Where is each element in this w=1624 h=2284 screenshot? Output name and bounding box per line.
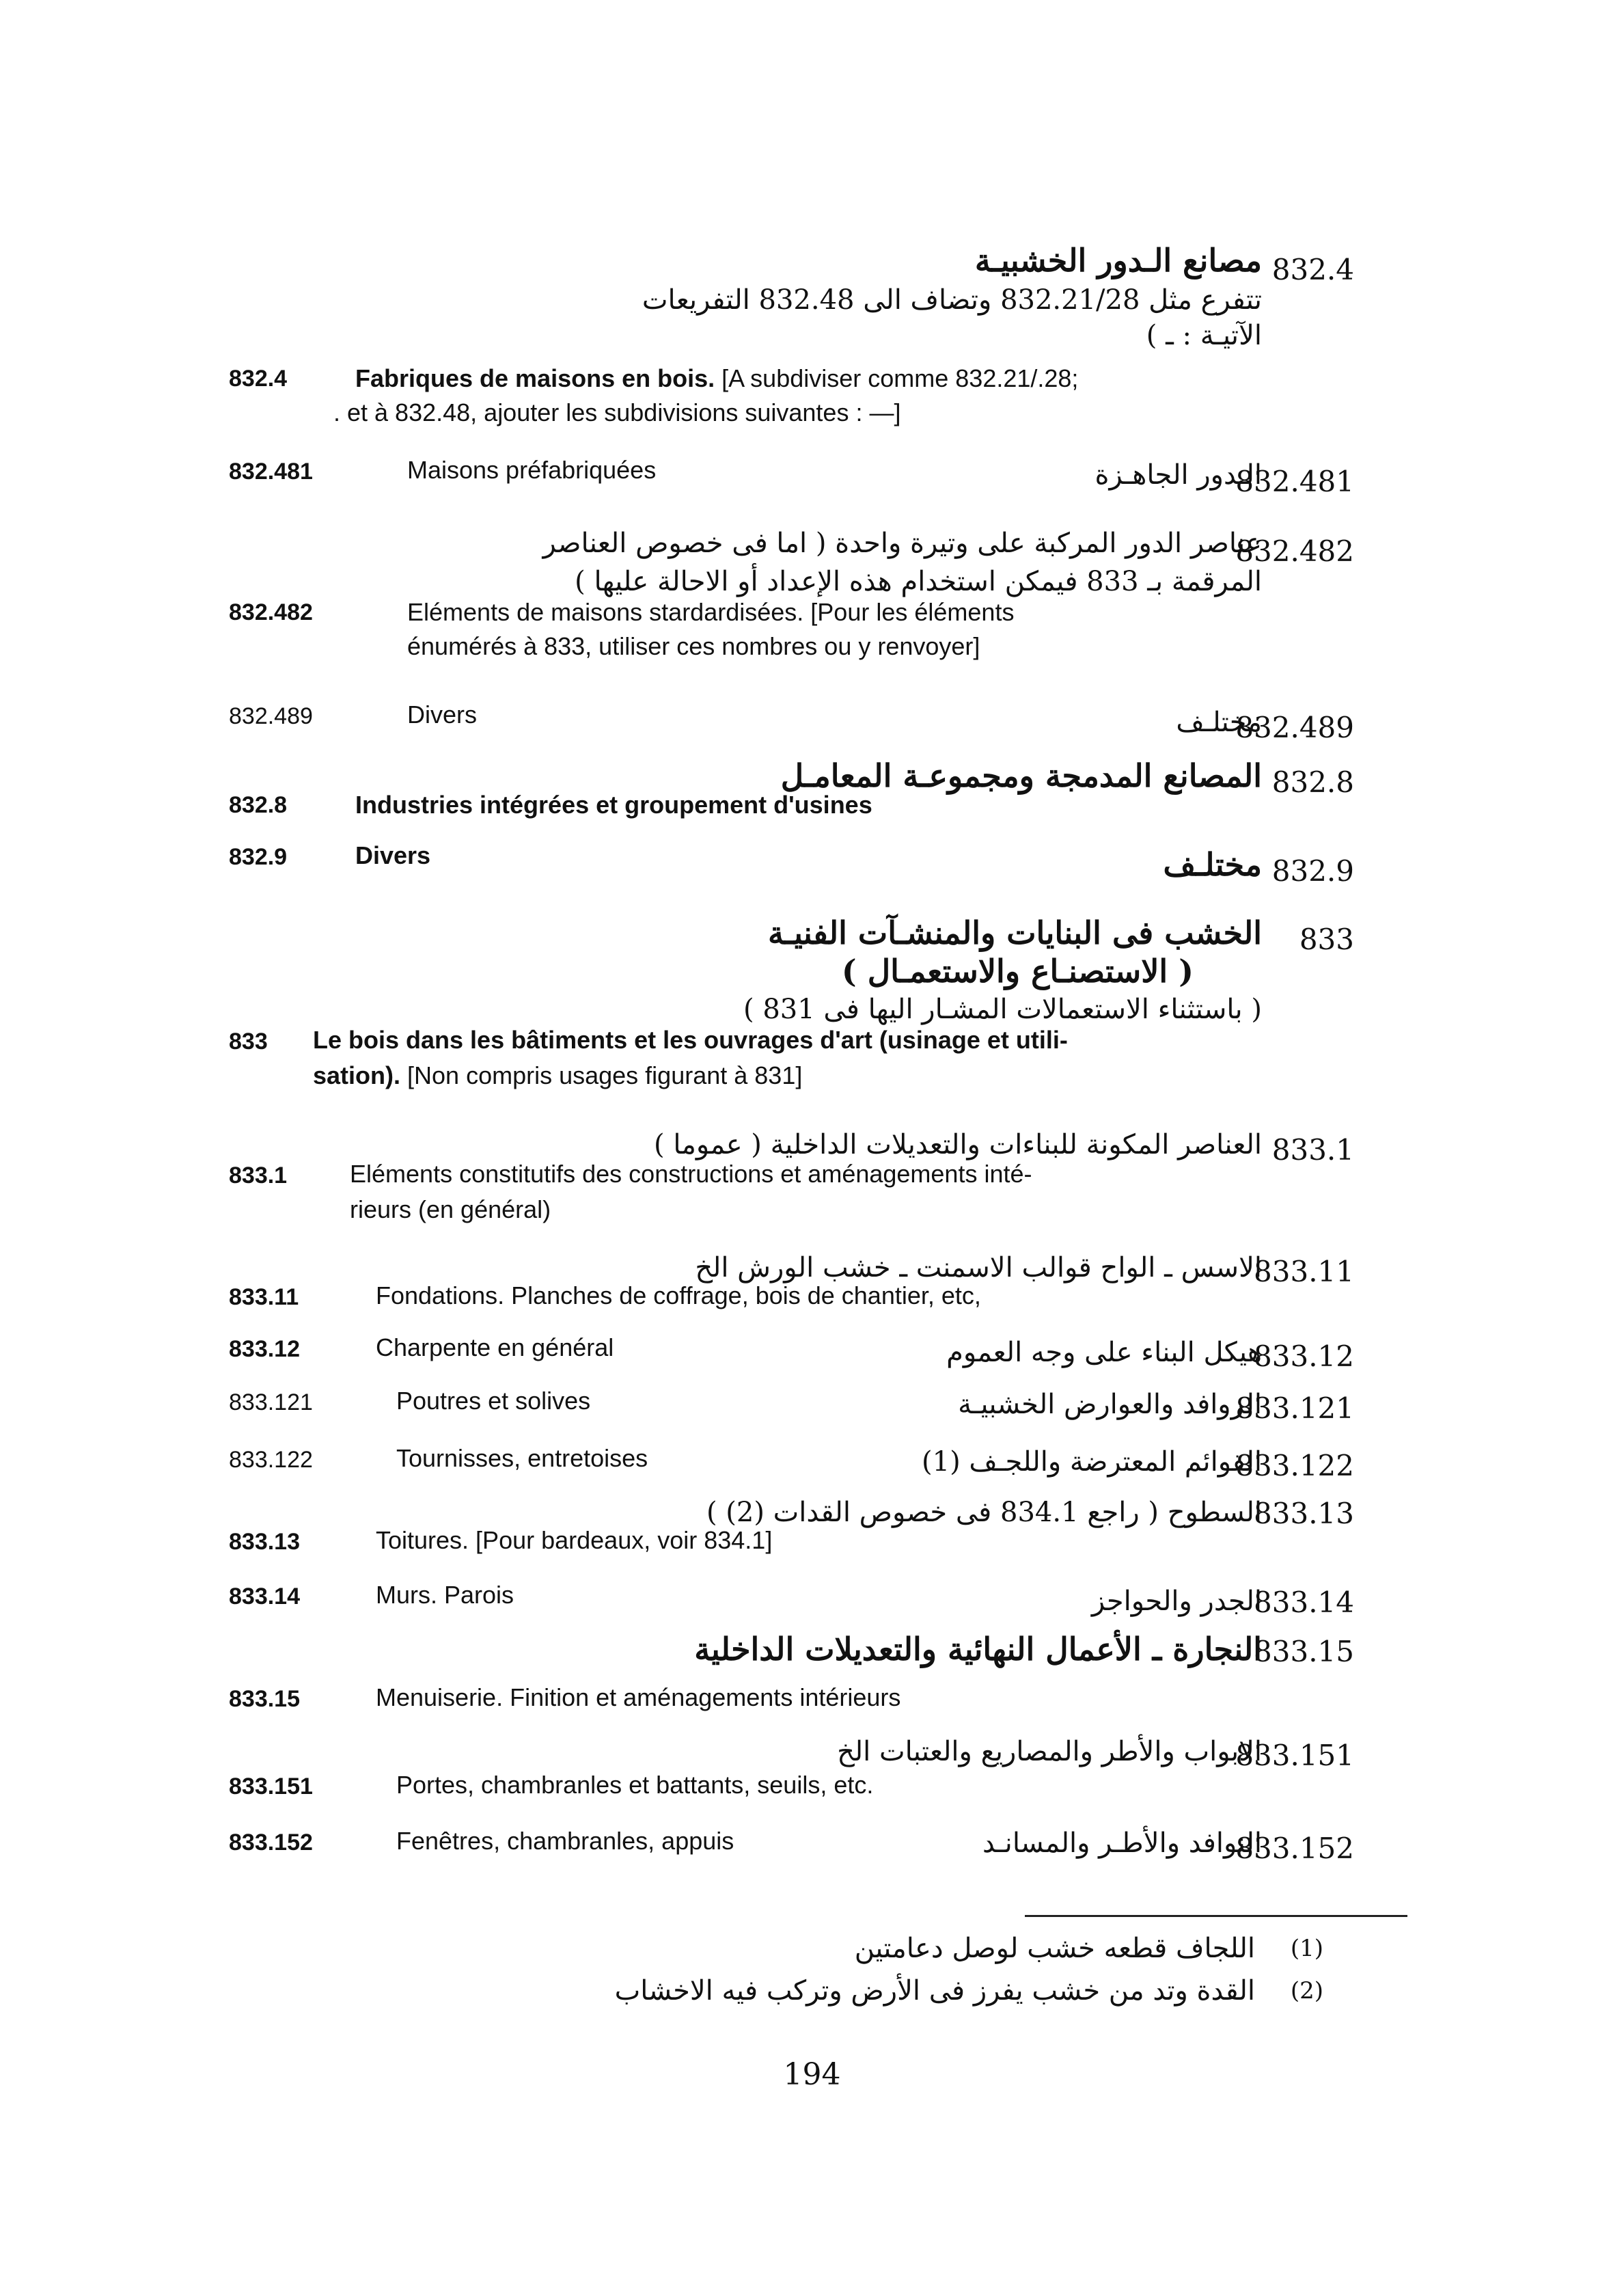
ar-title-833-152: النوافد والأطـر والمسانـد <box>982 1827 1262 1859</box>
fr-number-832-8: 832.8 <box>229 792 288 818</box>
fr-title-833-15: Menuiserie. Finition et aménagements intérieurs <box>376 1683 901 1711</box>
fr-number-833-1: 833.1 <box>229 1163 288 1188</box>
ar-number-832-8: 832.8 <box>1271 765 1354 799</box>
footnote-2-number: (2) <box>1290 1977 1323 2004</box>
ar-title-832-8: المصانع المدمجة ومجموعـة المعامـل <box>780 757 1262 794</box>
ar-number-833-1: 833.1 <box>1271 1133 1354 1167</box>
ar-title-833-151: الابواب والأطر والمصاريع والعتبات الخ <box>837 1736 1262 1767</box>
fr-number-833-152: 833.152 <box>229 1830 313 1855</box>
fr-title-832-4: Fabriques de maisons en bois. <box>355 364 715 392</box>
ar-number-832-482: 832.482 <box>1235 534 1354 568</box>
ar-title-832-9: مختلـف <box>1163 846 1262 883</box>
fr-note-832-482: [Pour les éléments <box>810 598 1015 626</box>
fr-line-833-2 <box>313 1059 802 1092</box>
fr-title-832-481: Maisons préfabriquées <box>407 456 657 484</box>
fr-title-833: Le bois dans les bâtiments et les ouvrages d'art (usinage et utili- <box>313 1026 1068 1054</box>
ar-title-832-482: عناصر الدور المركبة على وتيرة واحدة ( اما فى خصوص العناصر <box>542 528 1262 559</box>
footnote-divider <box>1025 1915 1407 1917</box>
fr-note-833-1: rieurs (en général) <box>350 1195 551 1223</box>
fr-title-833-152: Fenêtres, chambranles, appuis <box>396 1827 734 1855</box>
fr-number-833: 833 <box>229 1029 268 1055</box>
ar-number-832-4: 832.4 <box>1271 253 1354 286</box>
fr-line-832-4 <box>355 362 1078 395</box>
fr-note-833: sation). <box>313 1061 401 1089</box>
fr-title-832-489: Divers <box>407 701 478 729</box>
ar-number-833-14: 833.14 <box>1254 1586 1354 1619</box>
ar-note-832-482: المرقمة بـ 833 فيمكن استخدام هذه الإعداد أو الاحالة عليها ) <box>575 566 1262 597</box>
ar-title-833-12: هيكل البناء على وجه العموم <box>946 1337 1262 1368</box>
ar-number-833-13: 833.13 <box>1254 1497 1354 1530</box>
fr-number-833-121: 833.121 <box>229 1389 313 1415</box>
fr-title-833-151: Portes, chambranles et battants, seuils, etc. <box>396 1771 874 1799</box>
fr-note-832-482-line2: énumérés à 833, utiliser ces nombres ou y renvoyer] <box>407 632 980 660</box>
fr-title-833-11: Fondations. Planches de coffrage, bois de chantier, etc, <box>376 1281 981 1309</box>
fr-number-833-14: 833.14 <box>229 1583 300 1609</box>
ar-note-833-line2: ( باستثناء الاستعمالات المشـار اليها فى 831 ) <box>743 994 1262 1025</box>
ar-number-833-152: 833.152 <box>1235 1832 1354 1865</box>
fr-number-832-4: 832.4 <box>229 366 288 392</box>
ar-title-833-13: السطوح ( راجع 834.1 فى خصوص القدات (2) ) <box>706 1497 1262 1528</box>
ar-title-832-489: مختلـف <box>1176 707 1262 738</box>
fr-number-832-482: 832.482 <box>229 599 313 625</box>
fr-title-833-122: Tournisses, entretoises <box>396 1444 648 1472</box>
ar-title-832-481: الـدور الجاهـزة <box>1095 459 1262 491</box>
ar-number-833-12: 833.12 <box>1254 1340 1354 1373</box>
footnote-1-text: اللجاف قطعه خشب لوصل دعامتين <box>854 1933 1255 1964</box>
fr-title-833-14: Murs. Parois <box>376 1581 514 1609</box>
ar-number-832-9: 832.9 <box>1271 854 1354 888</box>
fr-number-832-9: 832.9 <box>229 844 288 870</box>
fr-number-833-13: 833.13 <box>229 1529 300 1555</box>
fr-note-832-4-line2: . et à 832.48, ajouter les subdivisions suivantes : —] <box>333 398 901 426</box>
fr-note-833-line2: [Non compris usages figurant à 831] <box>407 1061 803 1089</box>
footnote-2-text: القدة وتد من خشب يفرز فى الأرض وتركب فيه الاخشاب <box>614 1975 1255 2007</box>
fr-number-832-489: 832.489 <box>229 703 313 729</box>
ar-title-833-11: الاسس ـ الواح قوالب الاسمنت ـ خشب الورش الخ <box>695 1252 1262 1283</box>
ar-number-833-151: 833.151 <box>1235 1739 1354 1772</box>
ar-title-833: الخشب فى البنايات والمنشـآت الفنيـة <box>767 914 1262 951</box>
fr-title-833-12: Charpente en général <box>376 1333 614 1361</box>
ar-title-833-122: القوائم المعترضة واللجـف (1) <box>922 1446 1262 1478</box>
ar-number-833: 833 <box>1299 923 1354 956</box>
ar-number-832-489: 832.489 <box>1235 711 1354 744</box>
ar-title-833-14: الجدر والحواجز <box>1091 1586 1262 1617</box>
page-number: 194 <box>783 2057 841 2092</box>
ar-number-833-122: 833.122 <box>1235 1449 1354 1482</box>
fr-number-832-481: 832.481 <box>229 459 313 485</box>
fr-title-833-121: Poutres et solives <box>396 1387 591 1415</box>
fr-number-833-11: 833.11 <box>229 1284 299 1310</box>
fr-title-832-482: Eléments de maisons stardardisées. <box>407 598 804 626</box>
fr-title-833-13: Toitures. [Pour bardeaux, voir 834.1] <box>376 1526 773 1554</box>
footnote-1-number: (1) <box>1290 1935 1323 1962</box>
ar-note-832-4-line1: تتفرع مثل 832.21/28 وتضاف الى 832.48 التفريعات <box>642 284 1262 316</box>
ar-number-832-481: 832.481 <box>1235 465 1354 498</box>
fr-title-832-8: Industries intégrées et groupement d'usines <box>355 791 872 819</box>
ar-number-833-11: 833.11 <box>1254 1255 1354 1288</box>
ar-title-833-121: الروافد والعوارض الخشبيـة <box>958 1389 1262 1420</box>
ar-title-833-15: النجارة ـ الأعمال النهائية والتعديلات الداخلية <box>694 1631 1262 1668</box>
ar-number-833-121: 833.121 <box>1235 1391 1354 1425</box>
ar-note-833-line1: ( الاستصنـاع والاستعمـال ) <box>841 953 1194 990</box>
ar-title-833-1: العناصر المكونة للبناءات والتعديلات الداخلية ( عموما ) <box>654 1129 1262 1160</box>
fr-line-832-482 <box>407 596 1014 629</box>
fr-number-833-122: 833.122 <box>229 1447 313 1473</box>
fr-note-832-4: [A subdiviser comme 832.21/.28; <box>721 364 1079 392</box>
ar-number-833-15: 833.15 <box>1254 1635 1354 1668</box>
ar-note-832-4-line2: الآتيـة : ـ ) <box>1146 320 1262 351</box>
fr-title-832-9: Divers <box>355 841 431 869</box>
ar-title-832-4: مصانع الـدور الخشبيـة <box>974 242 1262 279</box>
fr-number-833-151: 833.151 <box>229 1773 313 1799</box>
fr-number-833-12: 833.12 <box>229 1336 300 1362</box>
fr-title-833-1: Eléments constitutifs des constructions et aménagements inté- <box>350 1160 1032 1188</box>
fr-number-833-15: 833.15 <box>229 1686 300 1712</box>
